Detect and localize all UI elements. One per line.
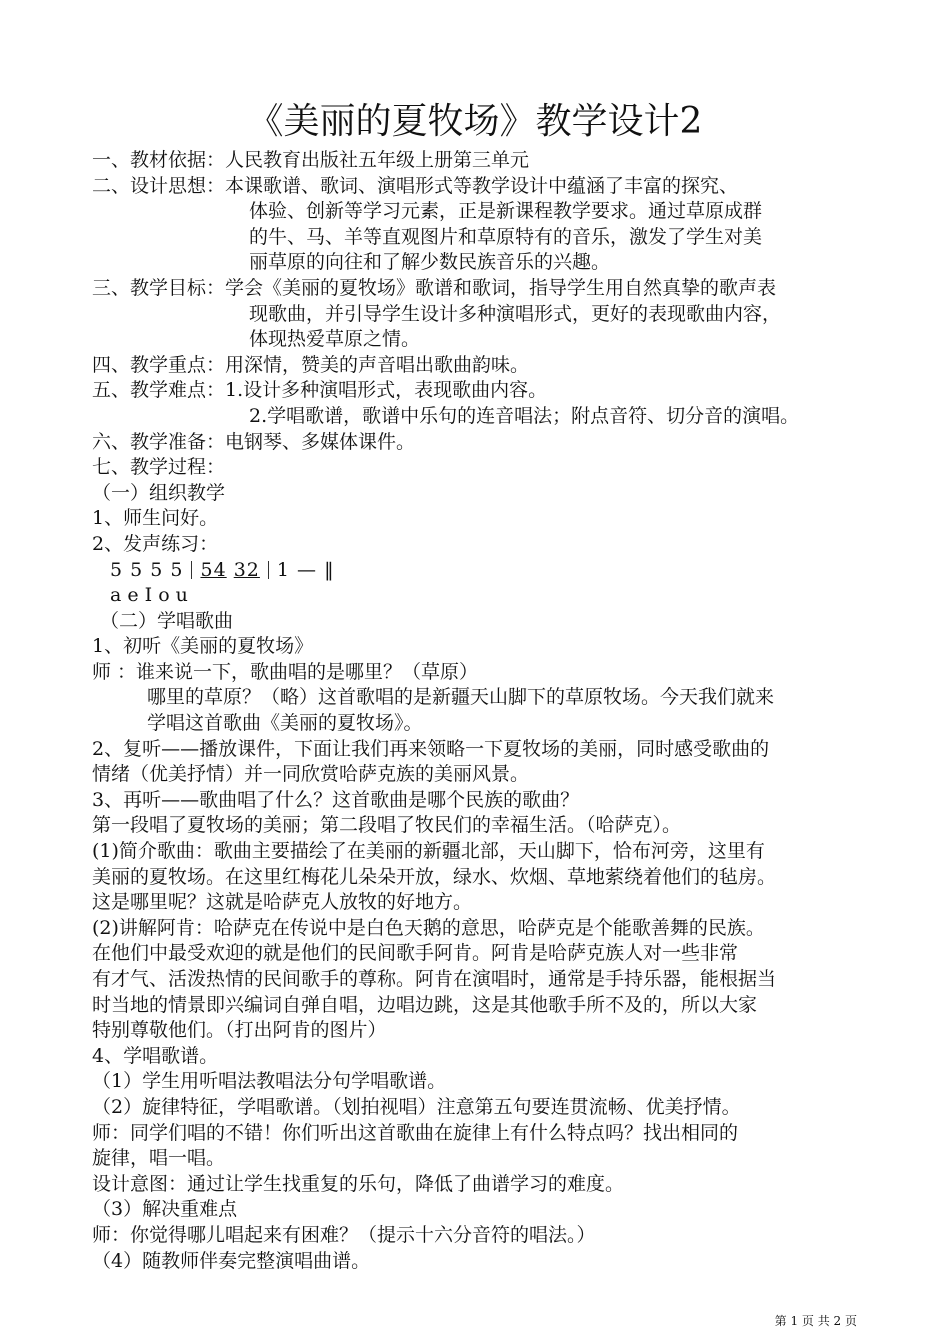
text-line: 有才气、活泼热情的民间歌手的尊称。阿肯在演唱时，通常是手持乐器，能根据当 <box>92 968 777 990</box>
text-line: 1、初听《美丽的夏牧场》 <box>92 635 314 658</box>
text-line: 师：同学们唱的不错！你们听出这首歌曲在旋律上有什么特点吗？找出相同的 <box>92 1121 739 1144</box>
text-line: 4、学唱歌谱。 <box>92 1044 219 1067</box>
barline <box>268 561 269 579</box>
text-line: 的牛、马、羊等直观图片和草原特有的音乐，激发了学生对美 <box>249 225 763 248</box>
text-line: 二、设计思想：本课歌谱、歌词、演唱形式等教学设计中蕴涵了丰富的探究、 <box>92 174 739 197</box>
text-line: 三、教学目标：学会《美丽的夏牧场》歌谱和歌词，指导学生用自然真挚的歌声表 <box>92 276 777 299</box>
text-line: （1）学生用听唱法教唱法分句学唱歌谱。 <box>92 1070 447 1093</box>
text-line: 六、教学准备：电钢琴、多媒体课件。 <box>92 430 416 453</box>
text-line: （4）随教师伴奏完整演唱曲谱。 <box>92 1249 371 1272</box>
text-line: 2、复听——播放课件，下面让我们再来领略一下夏牧场的美丽，同时感受歌曲的 <box>92 737 770 760</box>
vowel-line: a e I o u <box>110 584 188 607</box>
text-line: 1、师生问好。 <box>92 507 219 530</box>
text-line: 现歌曲，并引导学生设计多种演唱形式，更好的表现歌曲内容， <box>249 302 782 325</box>
document-title: 《美丽的夏牧场》教学设计2 <box>247 101 703 142</box>
barline <box>191 561 192 579</box>
text-line: （2）旋律特征，学唱歌谱。（划拍视唱）注意第五句要连贯流畅、优美抒情。 <box>92 1095 741 1118</box>
text-line: 丽草原的向往和了解少数民族音乐的兴趣。 <box>249 251 611 274</box>
text-line: 这是哪里呢？这就是哈萨克人放牧的好地方。 <box>92 891 473 914</box>
text-line: 3、再听——歌曲唱了什么？这首歌曲是哪个民族的歌曲？ <box>92 788 580 811</box>
text-line: 五、教学难点：1.设计多种演唱形式，表现歌曲内容。 <box>92 379 548 402</box>
notation-beat-32: 32 <box>233 558 260 581</box>
text-line: 特别尊敬他们。（打出阿肯的图片） <box>92 1019 387 1042</box>
text-line: 情绪（优美抒情）并一同欣赏哈萨克族的美丽风景。 <box>92 763 530 786</box>
text-line: 第一段唱了夏牧场的美丽；第二段唱了牧民们的幸福生活。（哈萨克）。 <box>92 814 682 837</box>
text-line: （二）学唱歌曲 <box>100 609 234 632</box>
text-line: 旋律，唱一唱。 <box>92 1147 226 1170</box>
text-line: 2、发声练习： <box>92 532 219 555</box>
text-line: 美丽的夏牧场。在这里红梅花儿朵朵开放，绿水、炊烟、草地萦绕着他们的毡房。 <box>92 865 777 888</box>
text-line: (1)简介歌曲：歌曲主要描绘了在美丽的新疆北部，天山脚下，恰布河旁，这里有 <box>92 840 765 863</box>
text-line: 四、教学重点：用深情，赞美的声音唱出歌曲韵味。 <box>92 353 530 376</box>
text-line: 2.学唱歌谱，歌谱中乐句的连音唱法；附点音符、切分音的演唱。 <box>249 404 800 427</box>
notation-measure-3: 1 — ‖ <box>276 558 335 581</box>
text-line: 学唱这首歌曲《美丽的夏牧场》。 <box>147 712 423 735</box>
text-line: (2)讲解阿肯：哈萨克在传说中是白色天鹅的意思，哈萨克是个能歌善舞的民族。 <box>92 916 765 939</box>
text-line: 设计意图：通过让学生找重复的乐句，降低了曲谱学习的难度。 <box>92 1172 625 1195</box>
text-line: 七、教学过程： <box>92 456 226 479</box>
page-number: 第 1 页 共 2 页 <box>774 1314 857 1328</box>
text-line: （3）解决重难点 <box>92 1198 238 1221</box>
text-line: 时当地的情景即兴编词自弹自唱，边唱边跳，这是其他歌手所不及的，所以大家 <box>92 993 758 1016</box>
document-body <box>92 148 882 1274</box>
text-line: 体验、创新等学习元素，正是新课程教学要求。通过草原成群 <box>249 200 763 223</box>
text-line: 哪里的草原？（略）这首歌唱的是新疆天山脚下的草原牧场。今天我们就来 <box>147 686 775 709</box>
text-line: 体现热爱草原之情。 <box>249 328 421 351</box>
notation-measure-1: 5 5 5 5 <box>110 558 184 581</box>
vocal-exercise-notation <box>92 558 882 584</box>
text-line: 师 ：谁来说一下，歌曲唱的是哪里？（草原） <box>92 660 479 683</box>
text-line: 一、教材依据：人民教育出版社五年级上册第三单元 <box>92 149 530 171</box>
text-line: （一）组织教学 <box>92 481 226 504</box>
notation-beat-54: 54 <box>200 558 227 581</box>
text-line: 在他们中最受欢迎的就是他们的民间歌手阿肯。阿肯是哈萨克族人对一些非常 <box>92 942 739 965</box>
text-line: 师：你觉得哪儿唱起来有困难？（提示十六分音符的唱法。） <box>92 1223 596 1246</box>
